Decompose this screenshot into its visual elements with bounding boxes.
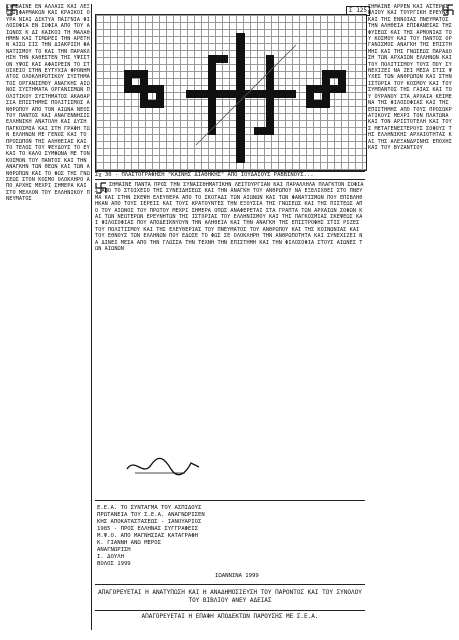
notice-divider: [95, 610, 365, 611]
left-text-column: ΣΥΜΒΑΙΝΕ ΕΝ ΑΛΛΑΙΣ ΚΑΙ ΛΕΞΕΣΙ ΦΑΡΜΑΚΩΝ ΚΑΙ ΚΡΑΙΚΟΙ ΟΥΡΑ ΝΙΑΙ ΔΙΚΤΥΑ ΠΑΙΓΝΙΑ ΦΙΛΟΣΟΦΙΑ ΕΝ ΣΟΦΙΑ ΑΠΟ ΤΟΥ ΑΙΩΝΟΣ Κ ΔΙ ΚΑΙΚΟΙ ΤΗ ΜΑΛΑΘ ΗΜΗΝ ΚΑΙ ΤΙΜΩΡΕΙ ΤΗΝ ΑΡΕΤΗΝ ΑΙΣΩ ΣΙΣ ΤΗΝ ΔΙΑΚΡΙΣΗ ΦΑΝΑΤΙΣΜΟΥ ΤΟ ΚΑΙ ΤΗΝ ΠΑΡΑΚΛΗΣΗ ΤΗΝ ΚΑΘΕΣΤΕΝ ΤΗΣ ΥΨΙΣΤΟΝ ΥΨΟΣ ΚΑΙ ΑΦΑΙΡΕΙΝ ΤΟ ΣΤΟΙΧΕΙΟ ΣΤΗΝ ΕΥΤΥΧΙΑ ΦΡΟΝΗΜΑΤΟΣ ΟΛΟΚΛΗΡΩΤΙΚΟΥ ΣΥΣΤΗΜΑΤΟΣ ΟΡΓΑΝΙΣΜΟΥ ΑΝΑΓΚΗΣ ΑΙΩΝΟΣ ΣΥΣΤΗΜΑΤΑ ΟΡΓΑΝΙΣΜΩΝ ΠΟΛΙΤΙΚΟΥ ΣΥΣΤΗΜΑΤΟΣ ΑΚΑΘΑΡΣΙΑ ΕΠΙΣΤΗΜΗΣ ΠΟΛΙΤΙΣΜΟΣ ΑΝΘΡΩΠΟΥ ΑΠΟ ΤΟΝ ΑΙΩΝΑ ΝΕΟΣ ΤΟΥ ΠΑΝΤΟΣ ΚΑΙ ΑΝΑΓΕΝΝΗΣΙΣ ΕΛΛΗΝΙΚΗ ΑΝΑΤΟΛΗ ΚΑΙ ΔΥΣΗ ΠΑΓΚΟΣΜΙΑ ΚΑΙ ΣΤΗ ΓΡΑΦΗ ΤΩΝ ΕΛΛΗΝΩΝ ΜΕ ΓΕΝΟΣ ΚΑΙ ΤΟ ΠΡΟΣΩΠΟΝ ΤΗΣ ΑΛΗΘΕΙΑΣ ΚΑΙ ΤΟ ΤΕΛΟΣ ΤΟΥ ΨΕΥΔΟΥΣ ΤΟ ΕΥ ΚΑΙ ΤΟ ΚΑΛΟ ΣΥΜΦΩΝΑ ΜΕ ΤΟΝ ΚΟΣΜΟΝ ΤΟΥ ΠΑΝΤΟΣ ΚΑΙ ΤΗΝ ΑΝΑΓΚΗΝ ΤΩΝ ΘΕΩΝ ΚΑΙ ΤΩΝ ΑΝΘΡΩΠΩΝ ΚΑΙ ΤΟ ΦΩΣ ΤΗΣ ΓΝΩΣΕΩΣ ΣΤΟΝ ΚΟΣΜΟ ΟΛΟΚΛΗΡΟ ΑΠΟ ΑΡΧΗΣ ΜΕΧΡΙ ΣΗΜΕΡΑ ΚΑΙ ΣΤΟ ΜΕΛΛΟΝ ΤΟΥ ΕΛΛΗΝΙΚΟΥ ΠΝΕΥΜΑΤΟΣ: [6, 4, 92, 630]
handwritten-signature: [125, 455, 205, 477]
page-number: Σ 125: [346, 6, 370, 16]
center-text-column: ΣΗΜΑΙΝΕ ΠΑΝΤΑ ΠΡΟΣ ΤΗΝ ΣΥΝΑΙΣΘΗΜΑΤΙΚΗΝ ΛΕΙΤΟΥΡΓΙΑΝ ΚΑΙ ΠΑΡΑΛΛΗΛΑ ΠΛΑΓΚΤΟΝ ΣΟΦΙΑΣ ΑΠΟ ΤΟ ΣΤΟΙΧΕΙΟ ΤΗΣ ΣΥΝΕΙΔΗΣΕΩΣ ΚΑΙ ΤΗΝ ΑΝΑΓΚΗ ΤΟΥ ΑΝΘΡΩΠΟΥ ΝΑ ΕΞΕΛΙΧΘΕΙ ΣΤΟ ΠΝΕΥΜΑ ΚΑΙ ΣΤΗΝ ΣΚΕΨΗ ΕΛΕΥΘΕΡΑ ΑΠΟ ΤΟ ΣΚΟΤΑΔΙ ΤΩΝ ΑΙΩΝΩΝ ΚΑΙ ΤΩΝ ΦΑΝΑΤΙΣΜΩΝ ΠΟΥ ΕΠΙΒΛΗΘΗΚΑΝ ΑΠΟ ΤΟΥΣ ΙΕΡΕΙΣ ΚΑΙ ΤΟΥΣ ΚΡΑΤΟΥΝΤΕΣ ΤΗΝ ΕΞΟΥΣΙΑ ΤΗΣ ΓΝΩΣΕΩΣ ΚΑΙ ΤΗΣ ΠΙΣΤΕΩΣ ΑΠΟ ΤΟΥ ΑΙΩΝΟΣ ΤΟΥ ΠΡΩΤΟΥ ΜΕΧΡΙ ΣΗΜΕΡΑ ΟΠΩΣ ΑΝΑΦΕΡΕΤΑΙ ΣΤΑ ΓΡΑΠΤΑ ΤΩΝ ΑΡΧΑΙΩΝ ΣΟΦΩΝ ΚΑΙ ΤΩΝ ΝΕΩΤΕΡΩΝ ΕΡΕΥΝΗΤΩΝ ΤΗΣ ΙΣΤΟΡΙΑΣ ΤΟΥ ΕΛΛΗΝΙΣΜΟΥ ΚΑΙ ΤΗΣ ΠΑΓΚΟΣΜΙΑΣ ΣΚΕΨΕΩΣ ΚΑΙ ΦΙΛΟΣΟΦΙΑΣ ΠΟΥ ΑΠΟΔΕΙΚΝΥΟΥΝ ΤΗΝ ΑΛΗΘΕΙΑ ΚΑΙ ΤΗΝ ΑΝΑΓΚΗ ΤΗΣ ΕΠΙΣΤΡΟΦΗΣ ΣΤΙΣ ΡΙΖΕΣ ΤΟΥ ΠΟΛΙΤΙΣΜΟΥ ΚΑΙ ΤΗΣ ΕΛΕΥΘΕΡΙΑΣ ΤΟΥ ΠΝΕΥΜΑΤΟΣ ΤΟΥ ΑΝΘΡΩΠΟΥ ΚΑΙ ΤΗΣ ΚΟΙΝΩΝΙΑΣ ΚΑΙ ΤΟΥ ΕΘΝΟΥΣ ΤΩΝ ΕΛΛΗΝΩΝ ΠΟΥ ΕΔΩΣΕ ΤΟ ΦΩΣ ΣΕ ΟΛΟΚΛΗΡΗ ΤΗΝ ΑΝΘΡΩΠΟΤΗΤΑ ΚΑΙ ΣΥΝΕΧΙΖΕΙ ΝΑ ΔΙΝΕΙ ΜΕΣΑ ΑΠΟ ΤΗΝ ΓΛΩΣΣΑ ΤΗΝ ΤΕΧΝΗ ΤΗΝ ΕΠΙΣΤΗΜΗ ΚΑΙ ΤΗΝ ΦΙΛΟΣΟΦΙΑ ΣΤΟΥΣ ΑΙΩΝΕΣ ΤΩΝ ΑΙΩΝΩΝ: [95, 182, 364, 253]
stamp-date: ΙΩΑΝΝΙΝΑ 1999: [215, 573, 259, 579]
notice-area: [95, 584, 365, 631]
right-text-column: ΣΗΜΑΙΝΕ ΑΡΡΕΝ ΚΑΙ ΑΣΤΕΡΟΣ ΗΛΙΟΥ ΚΑΙ ΤΟΥΡΓΙΚΗ ΕΡΕΥΝΑ ΚΑΙ ΤΗΣ ΕΝΝΟΙΑΣ ΠΝΕΥΜΑΤΟΣ ΤΗΝ ΑΛΗΘΕΙΑ ΕΠΙΦΑΝΕΙΑΣ ΤΗΣ ΦΥΣΕΩΣ ΚΑΙ ΤΗΣ ΑΡΜΟΝΙΑΣ ΤΟΥ ΚΟΣΜΟΥ ΚΑΙ ΤΟΥ ΠΑΝΤΟΣ ΟΡΓΑΝΙΣΜΟΣ ΑΝΑΓΚΗ ΤΗΣ ΕΠΙΣΤΗΜΗΣ ΚΑΙ ΤΗΣ ΓΝΩΣΕΩΣ ΠΑΡΑΔΟΣΗ ΤΩΝ ΑΡΧΑΙΩΝ ΕΛΛΗΝΩΝ ΚΑΙ ΤΟΥ ΠΟΛΙΤΙΣΜΟΥ ΤΟΥΣ ΠΟΥ ΣΥΝΕΧΙΖΕΙ ΝΑ ΖΕΙ ΜΕΣΑ ΣΤΙΣ ΨΥΧΕΣ ΤΩΝ ΑΝΘΡΩΠΩΝ ΚΑΙ ΣΤΗΝ ΙΣΤΟΡΙΑ ΤΟΥ ΚΟΣΜΟΥ ΚΑΙ ΤΟΥ ΣΥΜΠΑΝΤΟΣ ΤΗΣ ΓΑΙΑΣ ΚΑΙ ΤΟΥ ΟΥΡΑΝΟΥ ΣΤΑ ΑΡΧΑΙΑ ΚΕΙΜΕΝΑ ΤΗΣ ΦΙΛΟΣΟΦΙΑΣ ΚΑΙ ΤΗΣ ΕΠΙΣΤΗΜΗΣ ΑΠΟ ΤΟΥΣ ΠΡΟΣΩΚΡΑΤΙΚΟΥΣ ΜΕΧΡΙ ΤΟΝ ΠΛΑΤΩΝΑ ΚΑΙ ΤΟΝ ΑΡΙΣΤΟΤΕΛΗ ΚΑΙ ΤΟΥΣ ΜΕΤΑΓΕΝΕΣΤΕΡΟΥΣ ΣΟΦΟΥΣ ΤΗΣ ΕΛΛΗΝΙΚΗΣ ΑΡΧΑΙΟΤΗΤΑΣ ΚΑΙ ΤΗΣ ΑΛΕΞΑΝΔΡΙΝΗΣ ΕΠΟΧΗΣ ΚΑΙ ΤΟΥ ΒΥΖΑΝΤΙΟΥ: [368, 4, 456, 151]
figure-caption: Σχ 30 - ΠΛΑΣΤΟΓΡΑΦΗΣΗ "ΚΑΙΝΗΣ ΔΙΑΘΗΚΗΣ" ΑΠΟ ΙΟΥΔΑΙΟΥΣ ΡΑΒΒΙΝΟΥΣ...: [95, 171, 365, 180]
notice-contact-prohibited: ΑΠΑΓΟΡΕΥΕΤΑΙ Η ΕΠΑΦΗ ΑΠΟΔΕΚΤΩΝ ΠΑΡΟΥΣΗΣ ΜΕ Σ.Ε.Α.: [141, 613, 319, 620]
document-page: [6, 4, 456, 634]
symbol-drawing: [96, 15, 366, 170]
symbol-grid-figure: [95, 14, 367, 171]
stamp-area: [95, 500, 365, 581]
notice-reprint-prohibited: ΑΠΑΓΟΡΕΥΕΤΑΙ Η ΑΝΑΤΥΠΩΣΗ ΚΑΙ Η ΑΝΑΔΗΜΟΣΙΕΥΣΗ ΤΟΥ ΠΑΡΟΝΤΟΣ ΚΑΙ ΤΟΥ ΣΥΝΟΛΟΥ ΤΟΥ ΒΙΒΛΙΟΥ ΑΝΕΥ ΑΔΕΙΑΣ: [98, 589, 362, 604]
stamp-text: Ε.Ε.Α. ΤΟ ΣΥΝΤΑΓΜΑ ΤΟΥ ΑΣΠΙΔΟΥΣ ΠΡΩΤΑΝΕΙΑ ΤΟΥ Σ.Ε.Α. ΑΝΑΓΝΩΡΙΣΕΝ ΚΗΣ ΑΠΟΚΑΤΑΣΤΑΣΕΩΣ - ΙΑΝΟΥΑΡΙΟΣ 1985 - ΠΡΟΣ ΕΛΛΗΝΑΣ ΣΥΓΓΡΑΦΕΙΣ Μ.Ψ.Ο. ΑΠΟ ΜΑΓΝΗΣΙΑΣ ΚΑΤΑΓΡΑΦΗ Κ. ΓΙΑΝΝΗ ΑΝΩ ΜΕΡΟΣ ΑΝΑΓΝΩΡΙΣΗ Ι. ΔΟΥΛΗ ΒΟΛΟΣ 1999: [97, 505, 205, 567]
